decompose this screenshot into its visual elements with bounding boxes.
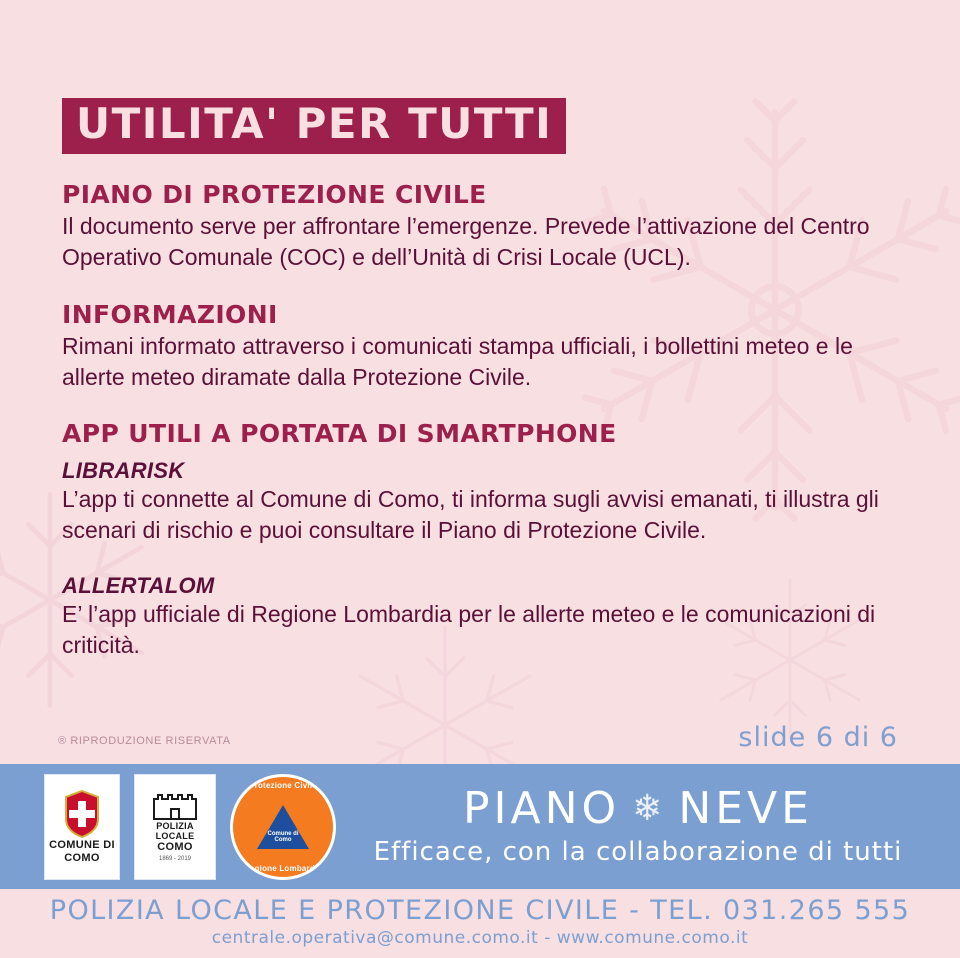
contact-email-web-line: centrale.operativa@comune.como.it - www.comune.como.it xyxy=(211,928,749,948)
logo-caption: Protezione Civile xyxy=(249,780,317,790)
section-piano-protezione-civile xyxy=(62,180,898,274)
crest-icon xyxy=(62,789,102,839)
logo-caption-2: COMO xyxy=(64,851,100,864)
page-title: UTILITA' PER TUTTI xyxy=(76,99,553,148)
brand-word-1: PIANO xyxy=(463,782,621,834)
snowflake-icon: ❄ xyxy=(632,787,667,829)
section-body: Rimani informato attraverso i comunicati stampa ufficiali, i bollettini meteo e le allerte meteo diramate dalla Protezione Civile. xyxy=(62,332,853,390)
section-app-utili xyxy=(62,419,898,661)
contact-phone-line: POLIZIA LOCALE E PROTEZIONE CIVILE - TEL. 031.265 555 xyxy=(49,895,911,926)
app-item-allertalom xyxy=(62,573,898,662)
section-body: Il documento serve per affrontare l’emergenze. Prevede l’attivazione del Centro Operativo Comunale (COC) e dell’Unità di Crisi Locale (UCL). xyxy=(62,213,870,271)
footer-logos xyxy=(0,774,336,880)
logo-subtitle: 1869 - 2019 xyxy=(158,855,192,862)
footer-brand-block xyxy=(336,782,960,867)
section-heading: PIANO DI PROTEZIONE CIVILE xyxy=(62,180,487,210)
tower-icon xyxy=(150,791,200,821)
logo-caption-2: LOCALE xyxy=(155,831,195,842)
footer-contact xyxy=(0,889,960,958)
app-name: ALLERTALOM xyxy=(62,572,215,598)
copyright-notice: ® RIPRODUZIONE RISERVATA xyxy=(58,735,231,747)
triangle-icon xyxy=(257,805,309,849)
comune-di-como-logo xyxy=(44,774,120,880)
brand-tagline: Efficace, con la collaborazione di tutti xyxy=(373,836,903,867)
polizia-locale-como-logo xyxy=(134,774,216,880)
page-title-banner xyxy=(62,98,566,154)
section-informazioni xyxy=(62,300,898,394)
logo-caption: POLIZIA xyxy=(156,821,194,832)
app-name: LIBRARISK xyxy=(62,458,185,484)
app-description: E’ l’app ufficiale di Regione Lombardia per le allerte meteo e le comunicazioni di criticità. xyxy=(62,600,876,658)
app-description: L’app ti connette al Comune di Como, ti informa sugli avvisi emanati, ti illustra gli scenari di rischio e puoi consultare il Piano di Protezione Civile. xyxy=(62,486,879,544)
brand-word-2: NEVE xyxy=(678,782,813,834)
slide-counter: slide 6 di 6 xyxy=(738,722,898,753)
logo-caption-3: COMO xyxy=(157,841,193,854)
footer-banner xyxy=(0,764,960,889)
section-heading: INFORMAZIONI xyxy=(62,299,278,329)
protezione-civile-logo xyxy=(230,774,336,880)
app-item-librarisk xyxy=(62,458,898,547)
brand-title xyxy=(336,782,940,834)
logo-subtitle: Regione Lombardia xyxy=(243,863,323,873)
section-heading: APP UTILI A PORTATA DI SMARTPHONE xyxy=(62,419,617,449)
logo-caption-2: Comune di Como xyxy=(267,830,299,843)
logo-caption: COMUNE DI xyxy=(49,839,115,852)
footer xyxy=(0,764,960,958)
